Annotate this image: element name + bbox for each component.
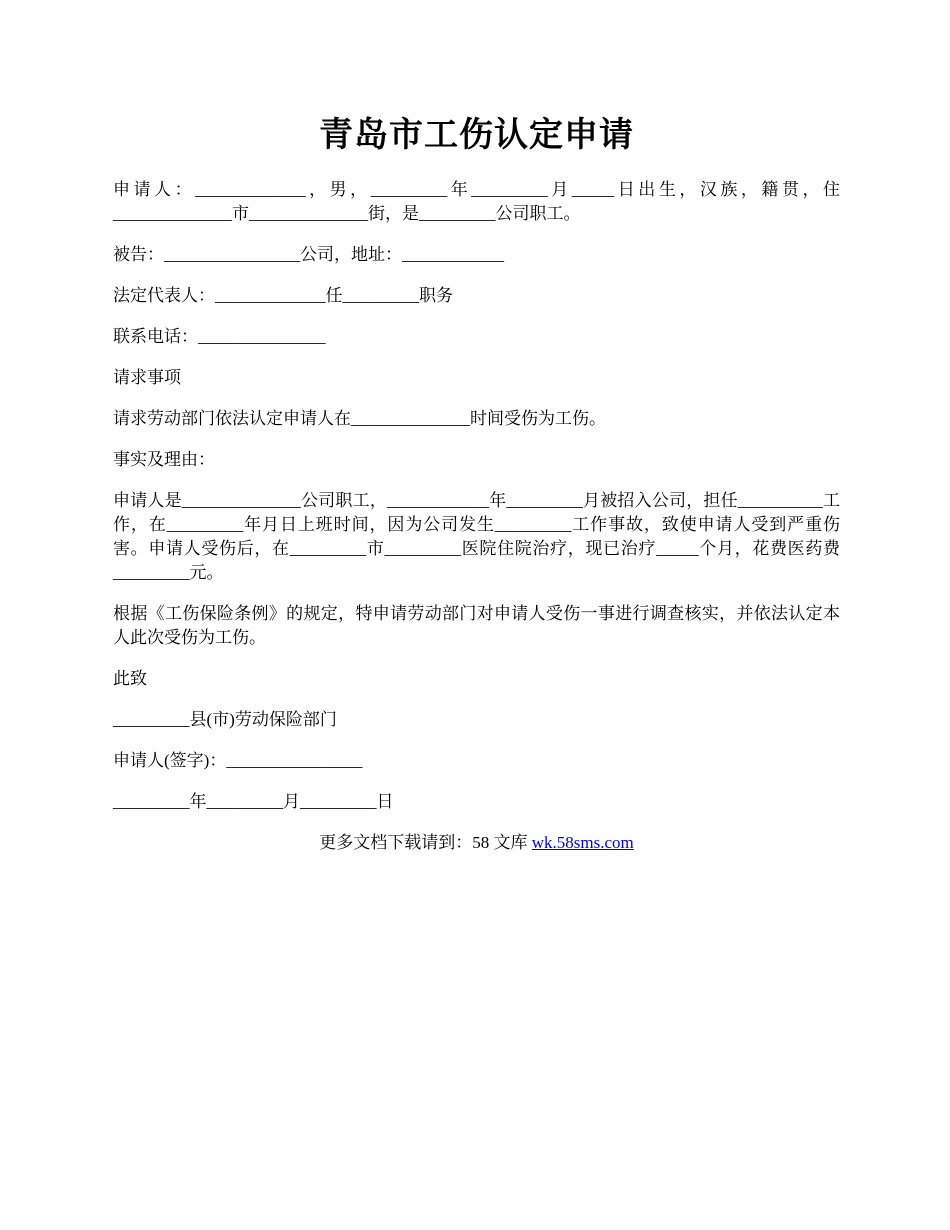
salutation-paragraph: 此致	[113, 669, 147, 688]
document-title: 青岛市工伤认定申请	[319, 117, 634, 154]
request-paragraph: 请求劳动部门依法认定申请人在______________时间受伤为工伤。	[113, 409, 606, 428]
request-items-heading: 请求事项	[113, 368, 181, 387]
footer-link[interactable]: wk.58sms.com	[531, 833, 634, 852]
download-footer	[113, 831, 840, 855]
regulation-paragraph: 根据《工伤保险条例》的规定，特申请劳动部门对申请人受伤一事进行调查核实，并依法认定本人此次受伤为工伤。	[113, 604, 840, 647]
facts-reasons-heading: 事实及理由：	[113, 450, 215, 469]
respondent-paragraph: 被告：________________公司，地址：____________	[113, 245, 504, 264]
date-paragraph: _________年_________月_________日	[113, 792, 394, 811]
legal-representative-paragraph: 法定代表人：_____________任_________职务	[113, 286, 453, 305]
contact-phone-paragraph: 联系电话：_______________	[113, 327, 326, 346]
recipient-department-paragraph: _________县(市)劳动保险部门	[113, 710, 337, 729]
applicant-info-paragraph: 申请人：_____________，男，_________年_________月_____日出生，汉族，籍贯，住______________市______________街，是_________公司职工。	[113, 180, 840, 223]
facts-paragraph: 申请人是______________公司职工，____________年_________月被招入公司，担任__________工作，在_________年月日上班时间，因为公司发生_________工作事故，致使申请人受到严重伤害。申请人受伤后，在_________市_________医院住院治疗，现已治疗_____个月，花费医药费_________元。	[113, 491, 840, 582]
signature-paragraph: 申请人(签字)：________________	[113, 751, 363, 770]
footer-prefix: 更多文档下载请到：58 文库	[319, 833, 532, 852]
document-page	[113, 108, 840, 855]
